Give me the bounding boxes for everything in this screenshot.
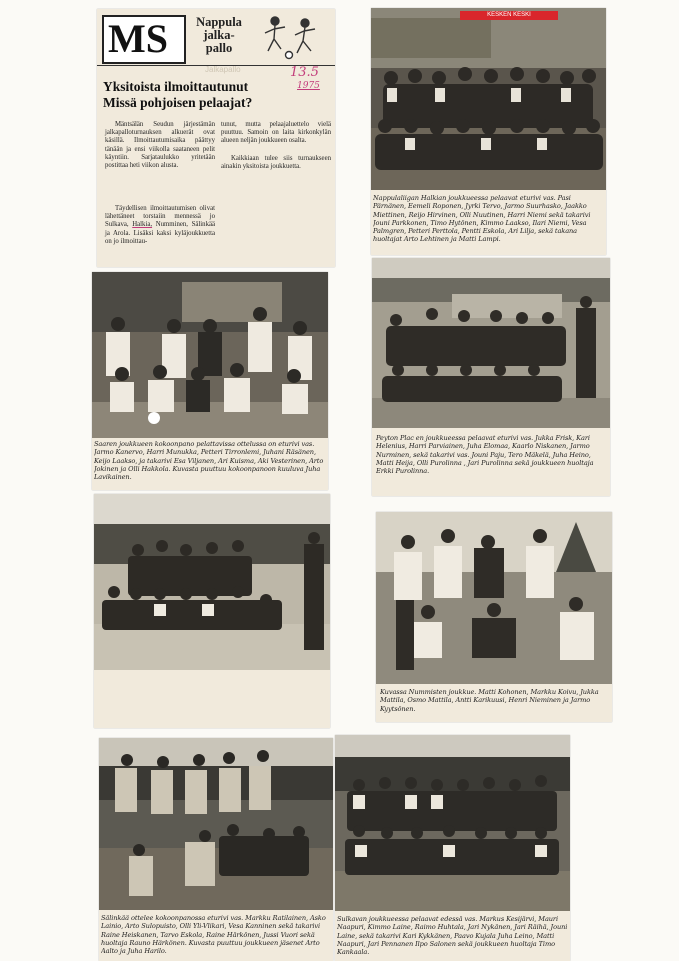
ms-logo — [102, 15, 186, 64]
article-col2: tunut, mutta pelaajaluettelo vielä puuttuu. Samoin on laita kirkonkylän alueen neljän joukkueen osalta. — [221, 121, 331, 145]
sulkava-team-photo — [335, 735, 570, 911]
article-col2-b: Kaikkiaan tulee siis turnaukseen ainakin yksitoista joukkuetta. — [221, 155, 331, 171]
sulkava-caption: Sulkavan joukkueessa pelaavat edessä vas. Markus Kesijärvi, Mauri Naapuri, Kimmo Laine, Raimo Huhtala, Jari Nykänen, Jari Räihä, Jouni Laine, sekä takarivi Kari Kykkänen, Paavo Kujala Juha Leino, Matti Naapuri, Jari Pennanen Ilpo Salonen sekä joukkueen huoltaja Timo Kankaala. — [337, 915, 568, 957]
halkia-photo-image — [371, 8, 606, 190]
halkia-caption: Nappulaliigan Halkian joukkueessa pelaavat eturivi vas. Pasi Pärnänen, Eemeli Roponen, Jyrki Tervo, Jarmo Suurhasko, Jaakko Miettinen, Reijo Hirvinen, Olli Nuutinen, Harri Niemi sekä takarivi Jouni Parkkonen, Timo Hytönen, Kimmo Laakso, Ilari Niemi, Vesa Palmgren, Petteri Perttola, Pentti Eskola, Ari Lilja, sekä takana huoltajat Arto Lehtinen ja Matti Lampi. — [373, 194, 591, 244]
article-clipping — [97, 9, 335, 267]
numminen-photo-image — [376, 512, 612, 684]
article-underlined-team: Halkia, — [132, 221, 153, 229]
headline-line1: Yksitoista ilmoittautunut — [103, 79, 249, 94]
saari-team-photo — [92, 272, 328, 438]
handwritten-year: 1975 — [297, 81, 320, 91]
halkia-clipping — [371, 8, 606, 255]
salinkaa-photo-image — [99, 738, 333, 910]
photo-banner: KESKEN KESKI — [460, 11, 558, 20]
saari-clipping — [92, 272, 328, 490]
saari-photo-image — [92, 272, 328, 438]
section-title: Nappula jalka- pallo — [196, 15, 242, 55]
saaksjarvi-photo-image — [94, 494, 330, 670]
peyton-team-photo — [372, 258, 610, 428]
article-col1-cont-a: Täydellisen ilmoittautumisen olivat lähettäneet torstaiin mennessä jo Sulkava, — [105, 205, 215, 229]
peyton-clipping — [372, 258, 610, 496]
ghost-text: Jalkapallo — [205, 65, 241, 74]
numminen-caption: Kuvassa Nummisten joukkue. Matti Kohonen, Markku Koivu, Jukka Mattila, Osmo Mattila, Antti Karikuusi, Henri Nieminen ja Jarmo Kyytsönen. — [380, 688, 599, 713]
salinkaa-team-photo — [99, 738, 333, 910]
ms-logo-text: MS — [108, 16, 168, 61]
sulkava-photo-image — [335, 735, 570, 911]
saaksjarvi-clipping — [94, 494, 330, 728]
sulkava-clipping — [335, 735, 570, 961]
numminen-clipping — [376, 512, 612, 722]
peyton-photo-image — [372, 258, 610, 428]
peyton-caption: Peyton Plac en joukkueessa pelaavat eturivi vas. Jukka Frisk, Kari Helenius, Harri Parviainen, Juha Elomaa, Kaarlo Niskanen, Jarmo Nurminen, sekä takarivi vas. Jouni Paju, Tero Mäkelä, Juha Heino, Matti Heija, Olli Purolinna , Jari Purolinna sekä joukkueen huoltaja Erkki Purolinna. — [376, 434, 594, 476]
football-players-icon — [259, 13, 329, 61]
numminen-team-photo — [376, 512, 612, 684]
halkia-team-photo — [371, 8, 606, 190]
saari-caption: Saaren joukkueen kokoonpano pelattavissa ottelussa on eturivi vas. Jarmo Kanervo, Harri Munukka, Petteri Tirronlemi, Juhani Räsänen, Keijo Laakso, ja takarivi Esa Viljanen, Ari Kuisma, Aki Vesterinen, Arto Jokinen ja Olli Hakkola. Kuvasta puuttuu kokoonpanoon kuuluva Juha Lavikainen. — [94, 440, 324, 482]
salinkaa-caption: Sälinkää ottelee kokoonpanossa eturivi vas. Markku Ratilainen, Asko Lainio, Arto Sulopuisto, Olli Yli-Vlikari, Vesa Kanninen sekä takarivi Raine Heiskanen, Tarvo Eskola, Raine Härkönen, Jussi Vuori sekä huoltaja Rauno Härkönen. Kuvasta puuttuu joukkueen jäsenet Arto Aalto ja Juha Harilo. — [101, 914, 326, 956]
article-col1: Mäntsälän Seudun järjestämän jalkapalloturnauksen alkuerät ovat käsillä. Ilmoittautumisaika päättyy tänään ja ensi viikolla saataneen pelit käyntiin. Sarjataulukko yritetään postittaa heti viikon alusta. — [105, 121, 215, 170]
salinkaa-clipping — [99, 738, 333, 961]
article-col1-cont-c: Numminen, Sälinkää ja Arola. Lisäksi kaksi kyläjoukkuetta on jo ilmoittau- — [105, 221, 215, 245]
handwritten-day: 13.5 — [290, 65, 319, 80]
article-col1-cont — [105, 205, 215, 246]
saaksjarvi-caption — [96, 674, 328, 726]
headline-line2: Missä pohjoisen pelaajat? — [103, 95, 253, 110]
saaksjarvi-team-photo — [94, 494, 330, 670]
header-strip — [97, 9, 335, 66]
